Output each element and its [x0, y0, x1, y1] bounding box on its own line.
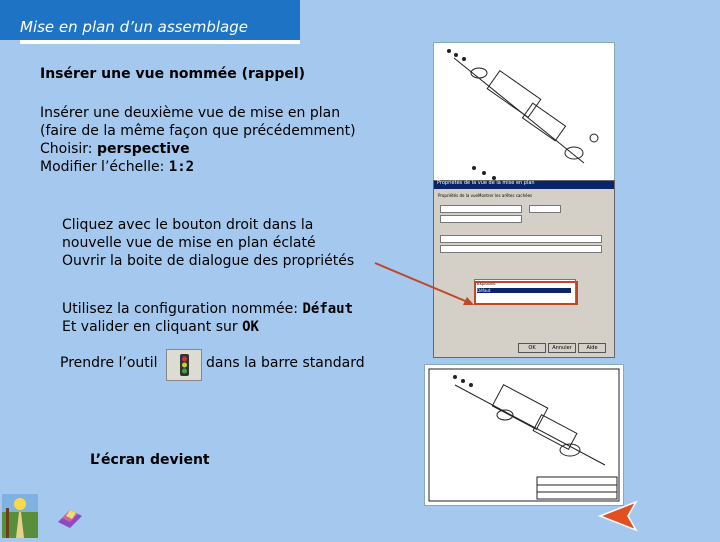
- dropdown-option-selected[interactable]: Défaut: [477, 288, 571, 293]
- instruction-line: [62, 318, 353, 336]
- instruction-prefix: Modifier l’échelle:: [40, 159, 169, 175]
- tab-view-properties[interactable]: Propriétés de la vue: [438, 193, 478, 198]
- instruction-line: Insérer une deuxième vue de mise en plan: [40, 105, 341, 121]
- dialog-title: Propriétés de la vue de la mise en plan: [437, 180, 535, 186]
- instruction-line: [40, 158, 356, 176]
- book-icon[interactable]: [56, 502, 84, 530]
- field-view-type[interactable]: [440, 215, 522, 223]
- instructions-block-1: [40, 104, 356, 176]
- result-label: L’écran devient: [90, 452, 210, 468]
- field-model-path[interactable]: [440, 235, 602, 243]
- instruction-prefix: Utilisez la configuration nommée:: [62, 301, 303, 317]
- path-home-icon[interactable]: [2, 494, 38, 538]
- tool-instruction: Prendre l’outil: [60, 355, 158, 371]
- traffic-light-icon: [166, 349, 202, 381]
- ok-button[interactable]: OK: [518, 343, 546, 353]
- drawing-sheet-result: [424, 364, 624, 506]
- instruction-emphasis: perspective: [96, 141, 190, 157]
- instruction-prefix: Et valider en cliquant sur: [62, 319, 243, 335]
- tool-instruction-end: dans la barre standard: [206, 355, 365, 371]
- tab-hidden-edges[interactable]: Montrer les arêtes cachées: [478, 193, 533, 198]
- instruction-line: (faire de la même façon que précédemment): [40, 123, 356, 139]
- exploded-drawing-thumbnail: [433, 42, 615, 194]
- instruction-emphasis: 1:2: [168, 159, 195, 175]
- instruction-line: nouvelle vue de mise en plan éclaté: [62, 235, 316, 251]
- dropdown-option[interactable]: Exploded: [477, 281, 496, 286]
- cancel-button[interactable]: Annuler: [548, 343, 576, 353]
- field-scale[interactable]: [529, 205, 561, 213]
- help-button[interactable]: Aide: [578, 343, 606, 353]
- instruction-emphasis: Défaut: [302, 301, 354, 317]
- title-underline: [20, 40, 300, 44]
- field-model-file[interactable]: [440, 245, 602, 253]
- dialog-title-bar: [434, 181, 614, 189]
- dropdown-highlight: [474, 281, 578, 305]
- instructions-block-2: [62, 216, 354, 270]
- field-view-name[interactable]: [440, 205, 522, 213]
- instruction-line: Cliquez avec le bouton droit dans la: [62, 217, 314, 233]
- pointer-arrow: [370, 255, 480, 315]
- instruction-line: [40, 140, 356, 158]
- instruction-prefix: Choisir:: [40, 141, 97, 157]
- slide-title: Mise en plan d’un assemblage: [20, 18, 248, 36]
- instructions-block-3: [62, 300, 353, 336]
- instruction-emphasis: OK: [242, 319, 259, 335]
- back-arrow-icon[interactable]: [598, 500, 640, 532]
- instruction-line: [62, 300, 353, 318]
- section-heading: Insérer une vue nommée (rappel): [40, 66, 306, 82]
- instruction-line: Ouvrir la boite de dialogue des propriétés: [62, 253, 355, 269]
